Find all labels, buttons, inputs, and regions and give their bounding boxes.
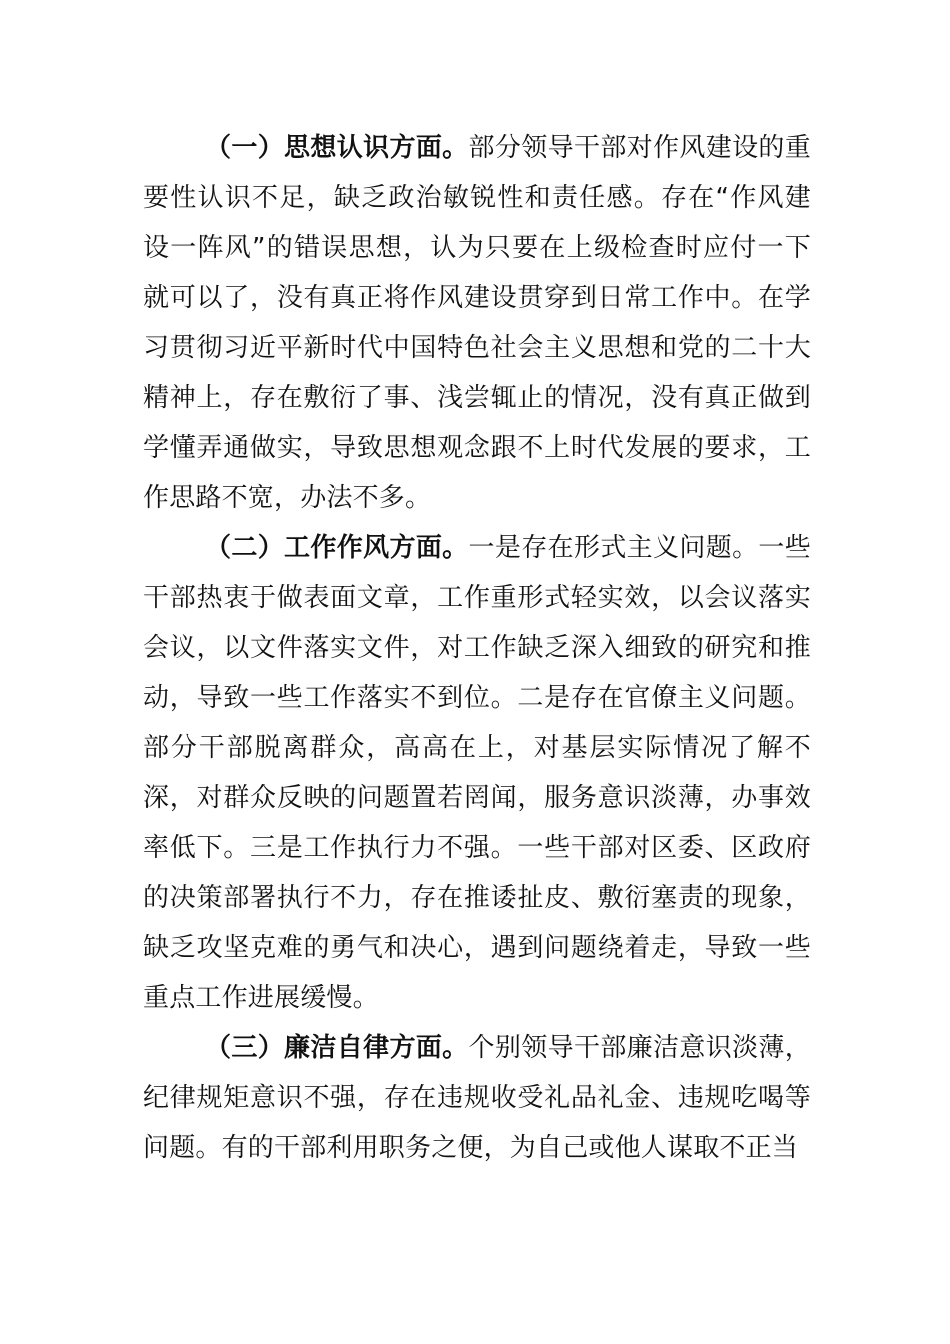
paragraph-work-style: [143, 523, 811, 1023]
paragraph-text: 一是存在形式主义问题。一些干部热衷于做表面文章，工作重形式轻实效，以会议落实会议，以文件落实文件，对工作缺乏深入细致的研究和推动，导致一些工作落实不到位。二是存在官僚主义问题。部分干部脱离群众，高高在上，对基层实际情况了解不深，对群众反映的问题置若罔闻，服务意识淡薄，办事效率低下。三是工作执行力不强。一些干部对区委、区政府的决策部署执行不力，存在推诿扯皮、敷衍塞责的现象，缺乏攻坚克难的勇气和决心，遇到问题绕着走，导致一些重点工作进展缓慢。: [143, 533, 811, 1013]
paragraph-heading: （二）工作作风方面。: [205, 533, 469, 563]
paragraph-integrity: [143, 1023, 811, 1173]
document-body: [143, 123, 811, 1173]
paragraph-heading: （一）思想认识方面。: [205, 133, 469, 163]
paragraph-text: 部分领导干部对作风建设的重要性认识不足，缺乏政治敏锐性和责任感。存在“作风建设一阵风”的错误思想，认为只要在上级检查时应付一下就可以了，没有真正将作风建设贯穿到日常工作中。在学习贯彻习近平新时代中国特色社会主义思想和党的二十大精神上，存在敷衍了事、浅尝辄止的情况，没有真正做到学懂弄通做实，导致思想观念跟不上时代发展的要求，工作思路不宽，办法不多。: [143, 133, 811, 513]
paragraph-thinking: [143, 123, 811, 523]
paragraph-heading: （三）廉洁自律方面。: [205, 1033, 469, 1063]
paragraph-text: 个别领导干部廉洁意识淡薄，纪律规矩意识不强，存在违规收受礼品礼金、违规吃喝等问题。有的干部利用职务之便，为自己或他人谋取不正当: [143, 1033, 811, 1163]
